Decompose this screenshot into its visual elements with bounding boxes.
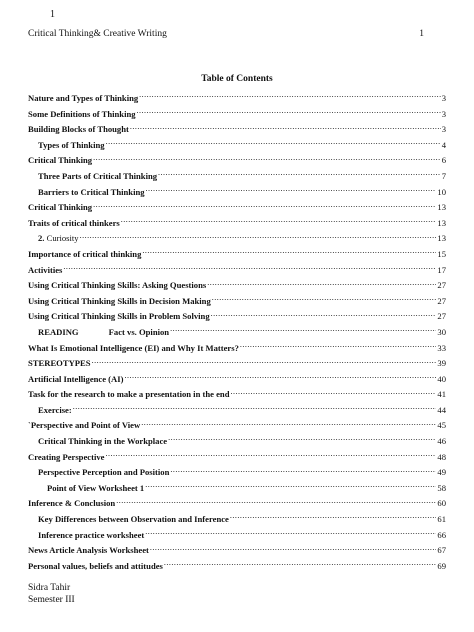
toc-entry-label[interactable] (28, 91, 138, 107)
toc-entry-label[interactable] (28, 496, 115, 512)
toc-title: Table of Contents (201, 74, 273, 84)
toc-entry-title: What Is Emotional Intelligence (EI) and Why It Matters? (28, 342, 239, 353)
toc-dot-leader (121, 216, 437, 226)
toc-dot-leader (139, 91, 441, 101)
toc-dot-leader (145, 481, 436, 491)
toc-entry-title: Creating Perspective (28, 451, 105, 462)
toc-entry-title: Exercise: (38, 404, 72, 415)
toc-entry[interactable] (28, 153, 446, 169)
toc-entry-page[interactable]: 40 (437, 373, 446, 384)
toc-entry-label[interactable] (28, 543, 149, 559)
toc-entry-page[interactable]: 46 (437, 436, 446, 447)
toc-entry-page[interactable]: 10 (437, 186, 446, 197)
toc-dot-leader (137, 107, 441, 117)
toc-dot-leader (124, 372, 436, 382)
toc-dot-leader (105, 450, 436, 460)
toc-entry-title: Using Critical Thinking Skills in Decision Making (28, 295, 211, 306)
toc-entry-title: Critical Thinking (28, 202, 93, 213)
toc-dot-leader (240, 341, 437, 351)
toc-dot-leader (170, 325, 436, 335)
toc-entry-label[interactable] (38, 325, 169, 341)
toc-entry-page[interactable]: 4 (441, 139, 446, 150)
toc-entry[interactable] (28, 325, 446, 341)
toc-entry-title: Using Critical Thinking Skills: Asking Questions (28, 280, 207, 291)
toc-entry[interactable] (28, 169, 446, 185)
toc-entry-page[interactable]: 13 (437, 202, 446, 213)
toc-entry-page[interactable]: 27 (437, 280, 446, 291)
toc-entry-title: Three Parts of Critical Thinking (38, 170, 158, 181)
toc-entry-page[interactable]: 66 (437, 529, 446, 540)
toc-entry[interactable] (28, 356, 446, 372)
toc-dot-leader (63, 263, 436, 273)
toc-entry-label[interactable] (28, 387, 229, 403)
table-of-contents (28, 91, 446, 574)
toc-entry-title: Activities (28, 264, 63, 275)
toc-entry[interactable] (28, 543, 446, 559)
toc-entry-title: Inference practice worksheet (38, 529, 145, 540)
toc-entry[interactable] (28, 185, 446, 201)
toc-dot-leader (80, 231, 437, 241)
toc-entry-page[interactable]: 13 (437, 233, 446, 244)
toc-dot-leader (170, 465, 436, 475)
toc-dot-leader (142, 247, 436, 257)
toc-entry-title: Key Differences between Observation and Inference (38, 514, 229, 525)
toc-entry-title: Task for the research to make a presentation in the end (28, 389, 230, 400)
toc-entry-page[interactable]: 61 (437, 514, 446, 525)
toc-entry-label[interactable] (28, 372, 123, 388)
toc-entry-title: `Perspective and Point of View (28, 420, 141, 431)
toc-entry[interactable] (28, 372, 446, 388)
toc-entry-label[interactable] (28, 278, 206, 294)
toc-entry-label[interactable] (28, 216, 120, 232)
toc-entry-page[interactable]: 49 (437, 467, 446, 478)
toc-dot-leader (150, 543, 437, 553)
toc-entry-title: Point of View Worksheet 1 (47, 482, 145, 493)
toc-entry-page[interactable]: 17 (437, 264, 446, 275)
toc-entry-label[interactable] (28, 247, 141, 263)
toc-entry[interactable] (28, 512, 446, 528)
toc-entry-label[interactable] (38, 434, 167, 450)
toc-dot-leader (230, 512, 437, 522)
toc-entry-label[interactable] (38, 169, 157, 185)
page-footer (28, 582, 75, 606)
toc-dot-leader (130, 122, 441, 132)
toc-entry-label[interactable] (38, 138, 105, 154)
toc-entry-title: Perspective Perception and Position (38, 467, 170, 478)
toc-dot-leader (158, 169, 441, 179)
toc-entry[interactable] (28, 91, 446, 107)
toc-entry-label[interactable] (47, 481, 144, 497)
toc-entry-title: Critical Thinking (28, 155, 93, 166)
toc-entry-label[interactable] (38, 528, 144, 544)
toc-entry-title: Artificial Intelligence (AI) (28, 373, 124, 384)
footer-author: Sidra Tahir (28, 583, 71, 593)
toc-entry-label[interactable] (38, 185, 145, 201)
toc-dot-leader (116, 496, 436, 506)
toc-entry-page[interactable]: 39 (437, 358, 446, 369)
toc-entry-title: Critical Thinking in the Workplace (38, 436, 168, 447)
toc-entry-title: Inference & Conclusion (28, 498, 116, 509)
toc-dot-leader (207, 278, 436, 288)
toc-dot-leader (168, 434, 436, 444)
toc-entry[interactable] (28, 434, 446, 450)
toc-entry-page[interactable]: 69 (437, 560, 446, 571)
toc-entry[interactable] (28, 465, 446, 481)
toc-entry-label[interactable] (28, 153, 92, 169)
toc-entry[interactable] (28, 528, 446, 544)
toc-entry-title: Traits of critical thinkers (28, 217, 120, 228)
toc-dot-leader (211, 309, 437, 319)
toc-entry-page[interactable]: 30 (437, 326, 446, 337)
toc-dot-leader (73, 403, 437, 413)
toc-entry[interactable] (28, 200, 446, 216)
toc-entry-page[interactable]: 3 (441, 93, 446, 103)
toc-dot-leader (145, 528, 436, 538)
toc-entry-label[interactable] (28, 559, 163, 575)
toc-entry[interactable] (28, 263, 446, 279)
toc-entry-label[interactable] (28, 200, 92, 216)
toc-entry-page[interactable]: 44 (437, 404, 446, 415)
toc-entry-page[interactable]: 48 (437, 451, 446, 462)
toc-entry-label[interactable] (28, 418, 140, 434)
toc-dot-leader (212, 294, 437, 304)
toc-entry-title: News Article Analysis Worksheet (28, 545, 149, 556)
toc-dot-leader (106, 138, 441, 148)
toc-entry[interactable] (28, 450, 446, 466)
toc-entry-label[interactable] (28, 263, 62, 279)
toc-entry-label[interactable] (28, 450, 104, 466)
toc-entry-page[interactable]: 13 (437, 217, 446, 228)
toc-entry-label[interactable] (28, 356, 91, 372)
toc-entry[interactable] (28, 138, 446, 154)
toc-entry-label[interactable] (38, 403, 72, 419)
toc-entry[interactable] (28, 341, 446, 357)
toc-entry[interactable] (28, 231, 446, 247)
toc-entry-page[interactable]: 33 (437, 342, 446, 353)
toc-entry-label[interactable] (38, 231, 79, 247)
toc-entry-title: Barriers to Critical Thinking (38, 186, 145, 197)
toc-entry-label[interactable] (38, 512, 229, 528)
toc-dot-leader (92, 356, 437, 366)
header-title: Critical Thinking& Creative Writing (28, 29, 167, 39)
toc-entry-title: Types of Thinking (38, 139, 105, 150)
toc-entry-title: Nature and Types of Thinking (28, 93, 139, 103)
page-header (28, 29, 424, 39)
toc-entry-page[interactable]: 67 (437, 545, 446, 556)
toc-entry-title: 2. (38, 233, 45, 244)
toc-entry-title: Building Blocks of Thought (28, 124, 129, 135)
toc-entry-title: Importance of critical thinking (28, 248, 142, 259)
footer-semester: Semester III (28, 595, 75, 605)
toc-entry[interactable] (28, 216, 446, 232)
toc-entry-title: Using Critical Thinking Skills in Problem Solving (28, 311, 210, 322)
toc-entry[interactable] (28, 496, 446, 512)
toc-entry[interactable] (28, 403, 446, 419)
toc-dot-leader (146, 185, 437, 195)
toc-entry-label[interactable] (28, 341, 239, 357)
toc-dot-leader (141, 418, 436, 428)
toc-entry-page[interactable]: 27 (437, 295, 446, 306)
header-page-number: 1 (419, 29, 424, 39)
toc-entry-label[interactable] (28, 107, 136, 123)
toc-entry-title: READING Fact vs. Opinion (38, 326, 170, 337)
toc-dot-leader (164, 559, 437, 569)
toc-entry[interactable] (28, 418, 446, 434)
toc-dot-leader (93, 153, 441, 163)
toc-entry-subtitle: Curiosity (44, 233, 79, 244)
toc-entry-page[interactable]: 7 (441, 170, 446, 181)
toc-entry-label[interactable] (38, 465, 169, 481)
toc-entry[interactable] (28, 559, 446, 575)
toc-entry[interactable] (28, 107, 446, 123)
toc-entry[interactable] (28, 278, 446, 294)
toc-entry[interactable] (28, 294, 446, 310)
toc-entry-page[interactable]: 3 (441, 124, 446, 135)
toc-entry-label[interactable] (28, 294, 211, 310)
toc-dot-leader (230, 387, 436, 397)
toc-entry[interactable] (28, 122, 446, 138)
toc-entry-title: Personal values, beliefs and attitudes (28, 560, 163, 571)
toc-entry[interactable] (28, 481, 446, 497)
toc-entry-title: Some Definitions of Thinking (28, 108, 136, 119)
toc-entry-title: STEREOTYPES (28, 358, 91, 369)
toc-entry-page[interactable]: 60 (437, 498, 446, 509)
page-number-top: 1 (50, 9, 55, 20)
toc-entry[interactable] (28, 309, 446, 325)
toc-entry-label[interactable] (28, 122, 129, 138)
toc-entry-page[interactable]: 41 (437, 389, 446, 400)
toc-entry-page[interactable]: 3 (441, 108, 446, 119)
toc-entry-page[interactable]: 27 (437, 311, 446, 322)
toc-entry-page[interactable]: 58 (437, 482, 446, 493)
toc-entry-page[interactable]: 45 (437, 420, 446, 431)
toc-entry-label[interactable] (28, 309, 210, 325)
toc-entry[interactable] (28, 387, 446, 403)
toc-entry-page[interactable]: 6 (441, 155, 446, 166)
toc-entry-page[interactable]: 15 (437, 248, 446, 259)
toc-dot-leader (93, 200, 436, 210)
toc-entry[interactable] (28, 247, 446, 263)
